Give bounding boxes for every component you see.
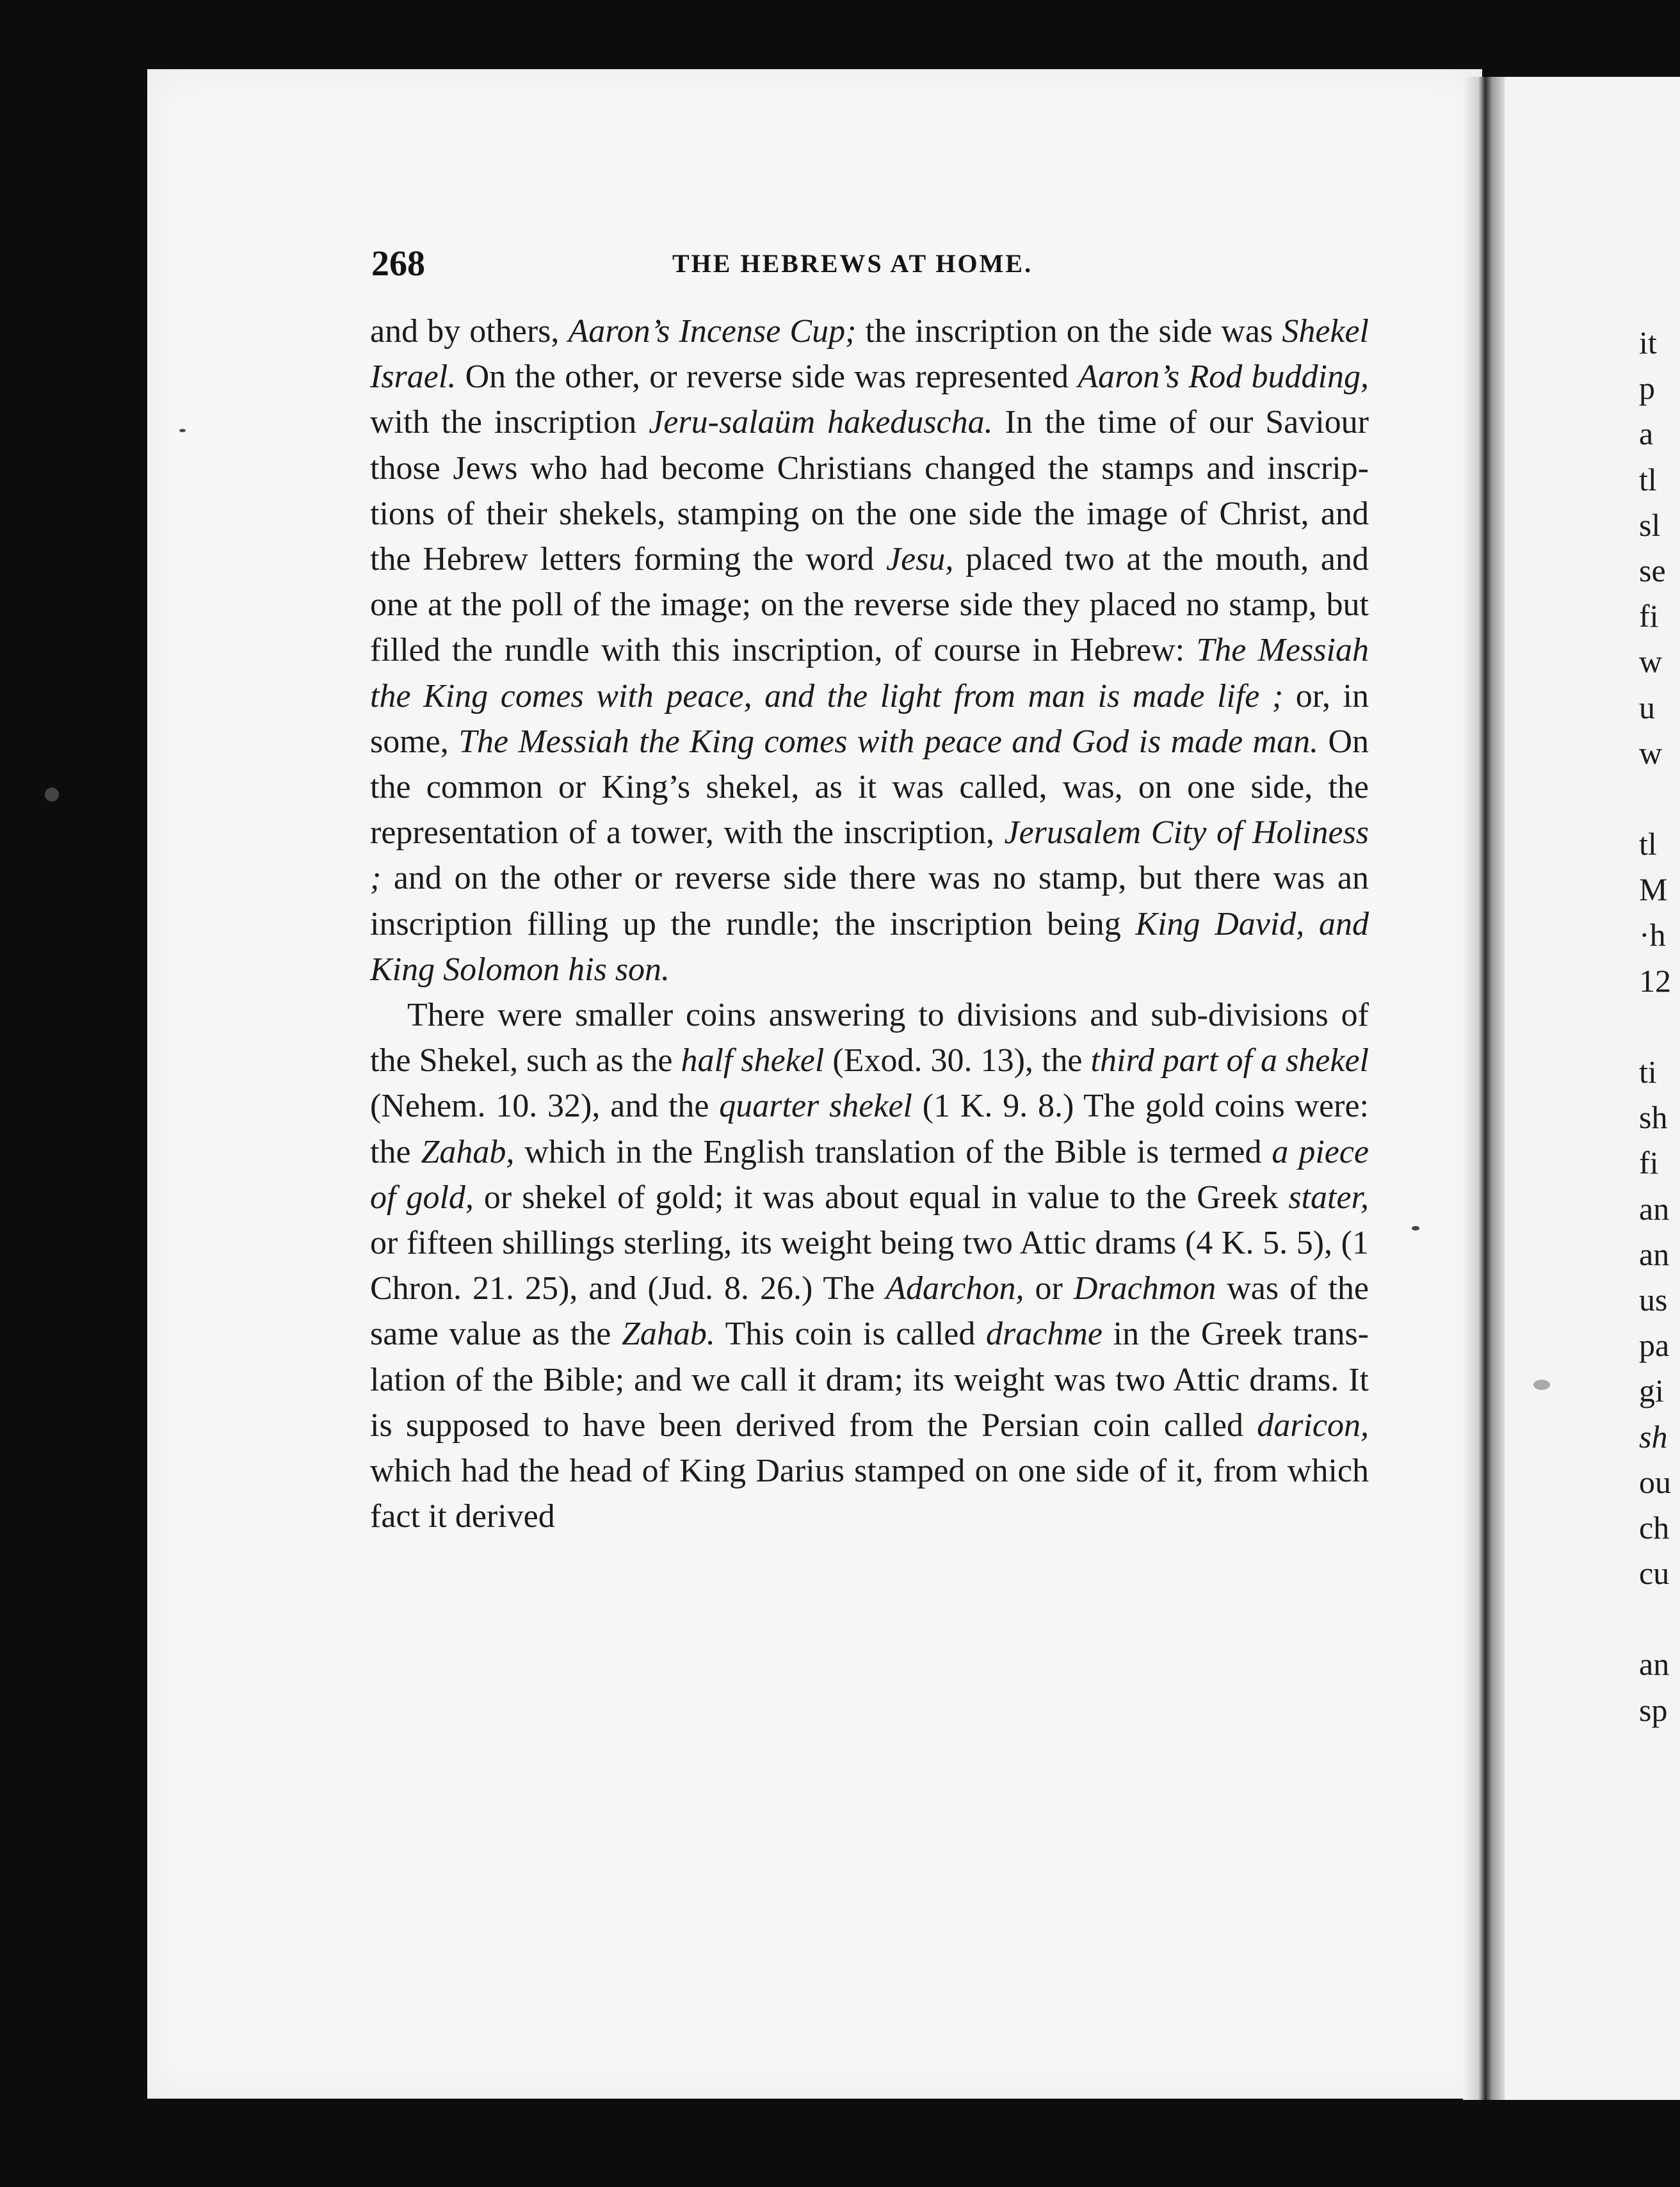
italic-text-run: quarter shekel [719,1088,912,1125]
facing-page-line-fragment: ch [1639,1509,1670,1545]
text-run: (1 K. 9. 8.) The gold coins were: the [370,1088,1369,1170]
print-speck [1412,1226,1419,1231]
paragraph [370,992,1369,1539]
italic-text-run: Zahab. [621,1316,715,1353]
text-run: or, in some, [370,677,1369,760]
italic-text-run: The Messiah the King comes with peace, and the light from man is made life ; [370,632,1369,714]
facing-page-text-fragments [1639,320,1680,1733]
facing-page-line-fragment: sh [1639,1418,1668,1455]
text-run: This coin is called [715,1316,987,1353]
text-run: which had the head of King Darius stamped on one side of it, from which fact it derived [370,1453,1369,1535]
facing-page-line-fragment: tl [1639,461,1657,497]
text-run: was of the same value as the [370,1270,1369,1353]
facing-page-line-fragment: us [1639,1281,1668,1318]
facing-page-line-fragment: p [1639,370,1655,407]
facing-page-line-fragment: ou [1639,1464,1671,1500]
body-text [370,309,1369,1539]
italic-text-run: Jerusalem City of Holiness ; [370,814,1369,897]
facing-page-line-fragment: se [1639,552,1666,588]
italic-text-run: Shekel Israel. [370,313,1369,396]
facing-page-line-fragment: w [1639,643,1663,680]
facing-page-line-fragment: cu [1639,1555,1670,1592]
facing-page-line-fragment: an [1639,1236,1670,1272]
italic-text-run: third part of a shekel [1090,1042,1369,1079]
text-run: which in the English translation of the Bible is termed [514,1133,1272,1170]
facing-page-line-fragment [1639,1596,1680,1642]
facing-page-line-fragment: w [1639,734,1663,771]
facing-page-line-fragment: M [1639,871,1668,908]
facing-page-line-fragment [1639,776,1680,821]
text-run: or shekel of gold; it was about equal in value to the Greek [473,1179,1289,1216]
text-run: or fifteen shillings sterling, its weight being two Attic drams (4 K. 5. 5), (1 Chron. 21. 25), and (Jud. 8. 26.) The [370,1225,1369,1307]
italic-text-run: half shekel [681,1042,825,1079]
text-run: There were smaller coins answering to divisions and sub-divisions of the Shekel, such as the [370,997,1369,1079]
italic-text-run: a piece of gold, [370,1133,1369,1216]
facing-page-line-fragment: ti [1639,1054,1657,1090]
running-title: THE HEBREWS AT HOME. [672,249,1033,278]
print-speck [45,787,59,802]
facing-page-line-fragment: 12 [1639,962,1671,999]
facing-page-line-fragment: an [1639,1190,1670,1227]
italic-text-run: Jeru-salaüm hakeduscha. [649,404,993,441]
text-run: and by others, [370,313,569,350]
book-gutter [1463,77,1508,2100]
print-speck [179,429,186,432]
italic-text-run: Aaron’s Rod budding, [1078,359,1369,396]
italic-text-run: The Messiah the King comes with peace and God is made man. [458,723,1319,760]
text-run: placed two at the mouth, and one at the poll of the image; on the reverse side they placed no stamp, but filled the rundle with this inscription, of course in Hebrew: [370,541,1369,669]
facing-page-line-fragment: fi [1639,598,1659,634]
italic-text-run: Aaron’s Incense Cup; [568,313,857,350]
facing-page-line-fragment: gi [1639,1373,1664,1409]
facing-page-line-fragment: tl [1639,826,1657,862]
facing-page-line-fragment: sp [1639,1691,1668,1728]
text-run: (Nehem. 10. 32), and the [370,1088,720,1125]
text-run: In the time of our Saviour those Jews who had become Christians changed the stamps and inscrip-tions of their shekels, stamping on the one side the image of Christ, and the Hebrew letters forming the word [370,404,1369,578]
italic-text-run: Zahab, [421,1133,515,1170]
facing-page-line-fragment: u [1639,689,1655,725]
facing-page-line-fragment [1639,1004,1680,1049]
text-run: and on the other or reverse side there was no stamp, but there was an inscription filling up the rundle; the inscription being [370,860,1369,942]
text-run: On the other, or reverse side was represented [456,359,1078,396]
italic-text-run: Adarchon, [885,1270,1024,1307]
italic-text-run: Drachmon [1073,1270,1216,1307]
page-number: 268 [371,244,425,284]
facing-page-line-fragment: fi [1639,1145,1659,1181]
facing-page-line-fragment: an [1639,1646,1670,1683]
facing-page-line-fragment: a [1639,416,1654,452]
italic-text-run: daricon, [1257,1407,1369,1444]
facing-page-line-fragment: sl [1639,506,1661,543]
facing-page-line-fragment: pa [1639,1327,1670,1364]
facing-page-line-fragment: ·h [1639,917,1666,953]
paragraph [370,309,1369,992]
page-header [371,243,1367,282]
print-speck [1533,1380,1550,1390]
italic-text-run: drachme [986,1316,1102,1353]
facing-page-line-fragment: it [1639,325,1657,360]
text-run: or [1024,1270,1074,1307]
text-run: (Exod. 30. 13), the [824,1042,1091,1079]
italic-text-run: Jesu, [885,541,954,578]
text-run: in the Greek trans-lation of the Bible; and we call it dram; its weight was two Attic drams. It is supposed to have been derived from the Persian coin called [370,1316,1369,1444]
text-run: with the inscription [370,404,649,441]
italic-text-run: King David, and King Solomon his son. [370,905,1369,988]
facing-page-line-fragment: sh [1639,1099,1668,1136]
text-run: On the common or King’s shekel, as it was called, was, on one side, the representation of a tower, with the inscription, [370,723,1369,851]
italic-text-run: stater, [1288,1179,1369,1216]
text-run: the inscription on the side was [856,313,1282,350]
